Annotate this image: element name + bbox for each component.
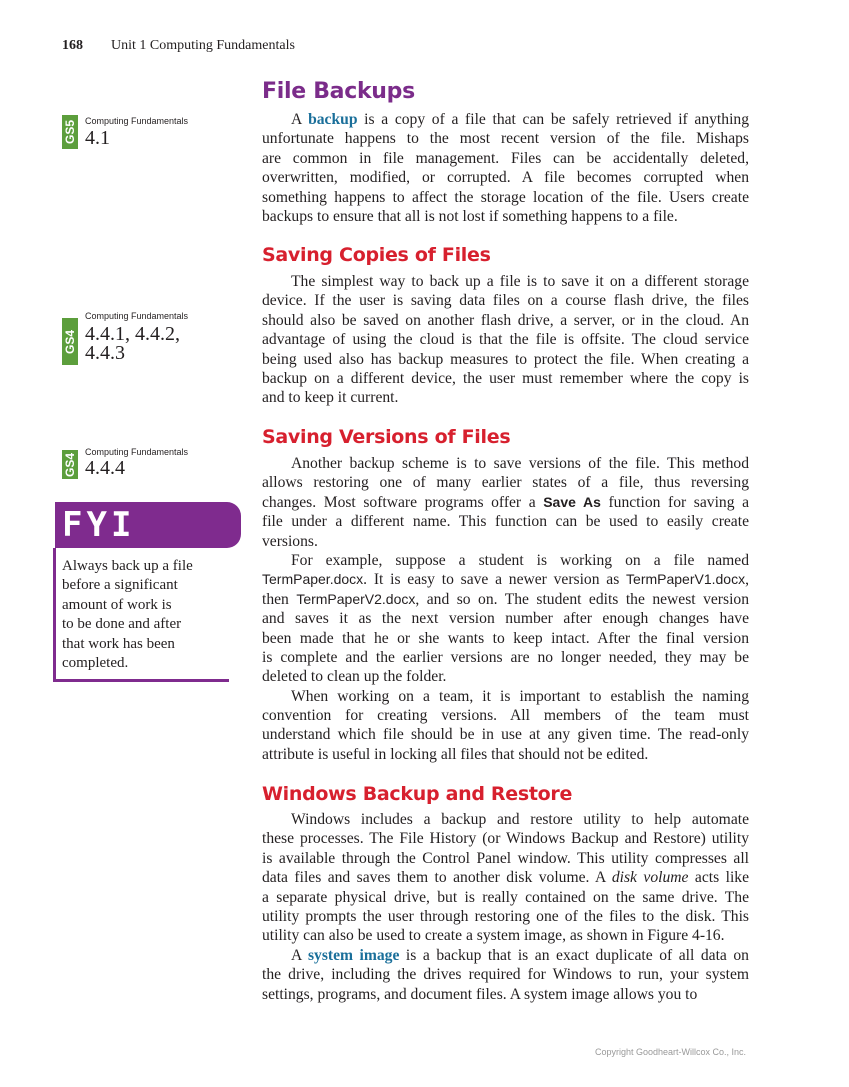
text-run: a separate physical drive, but is really contained on the same drive. The xyxy=(262,888,749,906)
text-line xyxy=(262,311,749,330)
text-run: and to keep it current. xyxy=(262,389,399,407)
text-line xyxy=(262,965,749,984)
text-run: backups to ensure that all is not lost if something happens to a file. xyxy=(262,207,678,225)
text-line xyxy=(262,493,749,512)
text-line xyxy=(262,926,749,945)
standard-code: 4.1 xyxy=(85,127,110,149)
text-run: , xyxy=(745,571,749,589)
text-run: For example, suppose a student is working on a file named xyxy=(291,551,749,569)
text-run: is a copy of a file that can be safely retrieved if anything xyxy=(357,111,749,128)
text-run: versions. xyxy=(262,532,318,550)
text-run: utility prompts the user through restoring one of the files to the disk. This xyxy=(262,907,749,925)
text-line xyxy=(262,629,749,648)
text-run: being used also has backup measures to protect the file. When creating a xyxy=(262,350,749,368)
text-line xyxy=(262,810,749,829)
text-run: utility can also be used to create a system image, as shown in Figure 4-16. xyxy=(262,927,725,945)
text-run: acts like xyxy=(688,869,749,887)
key-term: system image xyxy=(307,946,400,964)
text-line xyxy=(262,272,749,291)
body-text xyxy=(262,272,749,408)
text-line xyxy=(262,648,749,667)
text-line xyxy=(262,532,749,551)
text-run: , and so on. The student edits the newest version xyxy=(415,590,749,608)
text-run: function for saving a xyxy=(600,493,749,511)
text-run: is a backup that is an exact duplicate of all data on xyxy=(399,946,749,964)
text-run: is available through the Control Panel window. This utility compresses all xyxy=(262,849,749,867)
standard-label: Computing Fundamentals xyxy=(85,116,189,126)
text-line xyxy=(262,907,749,926)
fyi-text: Always back up a file before a significant amount of work is to be done and after that work has been completed. xyxy=(62,558,193,672)
text-run: backup on a different device, the user must remember where the copy is xyxy=(262,369,749,387)
text-line xyxy=(262,291,749,310)
text-line xyxy=(262,829,749,848)
text-line xyxy=(262,188,749,207)
body-text xyxy=(262,110,749,226)
subsection-heading: Windows Backup and Restore xyxy=(262,783,573,805)
text-run: then xyxy=(262,590,297,608)
text-line xyxy=(262,745,749,764)
text-line xyxy=(262,350,749,369)
text-line xyxy=(262,110,749,129)
text-line xyxy=(262,946,749,965)
text-run: When working on a team, it is important to establish the naming xyxy=(291,687,749,705)
text-line xyxy=(262,570,749,589)
text-line xyxy=(262,868,749,887)
copyright: Copyright Goodheart-Willcox Co., Inc. xyxy=(595,1047,747,1057)
text-line xyxy=(262,454,749,473)
standard-badge: GS4 xyxy=(62,318,78,365)
running-header: Unit 1 Computing Fundamentals xyxy=(111,38,295,53)
text-run: are common in file management. Files can be accidentally deleted, xyxy=(262,149,749,167)
standard-badge: GS5 xyxy=(62,115,78,149)
text-line xyxy=(262,369,749,388)
text-run: A xyxy=(291,946,308,964)
standard-label: Computing Fundamentals xyxy=(85,447,189,457)
text-run: attribute is useful in locking all files that should not be edited. xyxy=(262,745,649,763)
text-run: convention for creating versions. All members of the team must xyxy=(262,707,749,725)
file-name: TermPaper.docx xyxy=(262,571,364,588)
text-run: something happens to affect the storage location of the file. Users create xyxy=(262,188,749,206)
text-run: advantage of using the cloud is that the file is offsite. The cloud service xyxy=(262,331,749,349)
text-line xyxy=(262,888,749,907)
text-run: Windows includes a backup and restore utility to help automate xyxy=(291,811,749,828)
text-line xyxy=(262,168,749,187)
command-name: Save As xyxy=(543,493,601,510)
text-run: these processes. The File History (or Windows Backup and Restore) utility xyxy=(262,830,749,848)
text-line xyxy=(262,473,749,492)
text-line xyxy=(262,706,749,725)
text-run: unfortunate happens to the most recent version of the file. Mishaps xyxy=(262,130,749,148)
subsection-heading: Saving Versions of Files xyxy=(262,426,511,448)
text-line xyxy=(262,849,749,868)
text-run: and saves it as the next version number after enough changes have xyxy=(262,610,749,628)
text-line xyxy=(262,590,749,609)
body-text xyxy=(262,810,749,1004)
standard-badge: GS4 xyxy=(62,450,78,479)
body-text xyxy=(262,454,749,764)
text-line xyxy=(262,388,749,407)
text-line xyxy=(262,609,749,628)
text-run: settings, programs, and document files. A system image allows you to xyxy=(262,985,698,1003)
standard-code: 4.4.3 xyxy=(85,342,125,364)
text-run: Another backup scheme is to save versions of the file. This method xyxy=(291,455,749,472)
text-line xyxy=(262,129,749,148)
text-line xyxy=(262,149,749,168)
text-line xyxy=(262,512,749,531)
text-line xyxy=(262,330,749,349)
page-number: 168 xyxy=(62,38,83,53)
text-run: data files and saves them to another disk volume. A xyxy=(262,869,612,887)
text-run: allows restoring one of many earlier states of a file, thus reversing xyxy=(262,474,749,492)
text-run: changes. Most software programs offer a xyxy=(262,493,544,511)
text-run: deleted to clean up the folder. xyxy=(262,668,447,686)
text-run: A xyxy=(291,111,309,128)
text-run: device. If the user is saving data files on a course flash drive, the files xyxy=(262,292,749,310)
text-run: the drive, including the drives required for Windows to run, your system xyxy=(262,966,749,984)
text-run: overwritten, modified, or corrupted. A file becomes corrupted when xyxy=(262,169,749,187)
fyi-border xyxy=(53,548,56,682)
text-run: file under a different name. This function can be used to easily create xyxy=(262,513,749,531)
subsection-heading: Saving Copies of Files xyxy=(262,244,491,266)
text-run: been made that he or she wants to keep intact. After the final version xyxy=(262,629,749,647)
standard-code: 4.4.4 xyxy=(85,457,125,479)
text-run: The simplest way to back up a file is to save it on a different storage xyxy=(291,273,749,290)
text-line xyxy=(262,551,749,570)
file-name: TermPaperV2.docx xyxy=(296,590,416,607)
standard-code: 4.4.1, 4.4.2, xyxy=(85,323,180,345)
text-line xyxy=(262,985,749,1004)
text-line xyxy=(262,687,749,706)
emphasis: disk volume xyxy=(611,869,689,887)
text-run: is complete and the earlier versions are no longer needed, they may be xyxy=(262,648,749,666)
fyi-title: FYI xyxy=(62,505,136,545)
fyi-border xyxy=(53,679,229,682)
section-heading: File Backups xyxy=(262,79,415,104)
text-run: . It is easy to save a newer version as xyxy=(363,571,627,589)
key-term: backup xyxy=(308,111,358,128)
text-line xyxy=(262,667,749,686)
text-run: understand which file should be in use at any given time. The read-only xyxy=(262,726,749,744)
text-line xyxy=(262,207,749,226)
file-name: TermPaperV1.docx xyxy=(626,571,746,588)
text-run: should also be saved on another flash drive, a server, or in the cloud. An xyxy=(262,311,749,329)
text-line xyxy=(262,725,749,744)
standard-label: Computing Fundamentals xyxy=(85,311,189,321)
